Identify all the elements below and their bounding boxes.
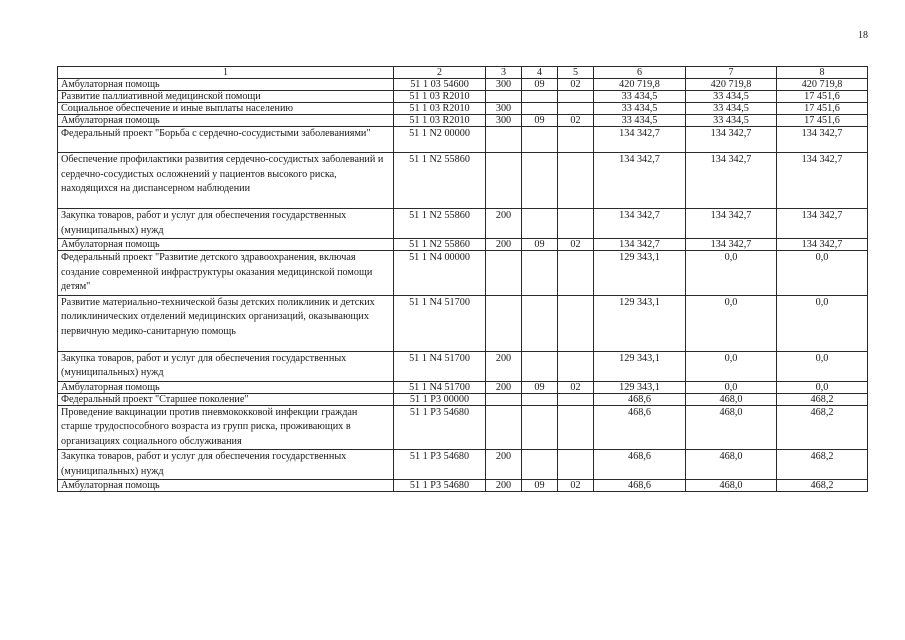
row-code: 51 1 P3 54680 — [394, 450, 486, 480]
row-amount-2: 33 434,5 — [686, 91, 777, 103]
row-amount-3: 0,0 — [777, 351, 868, 381]
row-amount-1: 134 342,7 — [594, 153, 686, 209]
table-row — [58, 295, 868, 351]
row-amount-2: 134 342,7 — [686, 127, 777, 153]
row-expense-type: 200 — [486, 351, 522, 381]
row-code: 51 1 P3 00000 — [394, 393, 486, 405]
budget-table — [57, 66, 868, 492]
row-subsection — [558, 450, 594, 480]
row-name: Амбулаторная помощь — [58, 115, 394, 127]
row-amount-2: 134 342,7 — [686, 153, 777, 209]
table-row — [58, 480, 868, 492]
row-subsection: 02 — [558, 381, 594, 393]
row-expense-type: 300 — [486, 103, 522, 115]
table-row — [58, 450, 868, 480]
row-expense-type — [486, 295, 522, 351]
row-amount-2: 0,0 — [686, 295, 777, 351]
row-subsection — [558, 153, 594, 209]
table-row — [58, 251, 868, 296]
row-amount-1: 33 434,5 — [594, 91, 686, 103]
table-row — [58, 209, 868, 239]
row-amount-1: 420 719,8 — [594, 79, 686, 91]
table-row — [58, 239, 868, 251]
row-section — [522, 127, 558, 153]
table-row — [58, 393, 868, 405]
row-section: 09 — [522, 239, 558, 251]
row-expense-type — [486, 127, 522, 153]
row-amount-1: 33 434,5 — [594, 103, 686, 115]
row-name: Развитие паллиативной медицинской помощи — [58, 91, 394, 103]
row-name: Закупка товаров, работ и услуг для обеспечения государственных (муниципальных) нужд — [58, 351, 394, 381]
row-section — [522, 295, 558, 351]
header-cell: 1 — [58, 67, 394, 79]
header-cell: 4 — [522, 67, 558, 79]
row-amount-3: 468,2 — [777, 393, 868, 405]
row-name: Амбулаторная помощь — [58, 480, 394, 492]
header-cell: 8 — [777, 67, 868, 79]
table-row — [58, 351, 868, 381]
row-subsection: 02 — [558, 115, 594, 127]
row-expense-type: 200 — [486, 209, 522, 239]
row-expense-type: 200 — [486, 480, 522, 492]
row-subsection — [558, 351, 594, 381]
row-amount-2: 0,0 — [686, 251, 777, 296]
row-code: 51 1 N2 55860 — [394, 239, 486, 251]
table-row — [58, 79, 868, 91]
row-amount-1: 134 342,7 — [594, 209, 686, 239]
header-cell: 7 — [686, 67, 777, 79]
row-section: 09 — [522, 79, 558, 91]
row-code: 51 1 N4 51700 — [394, 351, 486, 381]
row-expense-type — [486, 393, 522, 405]
row-name: Социальное обеспечение и иные выплаты населению — [58, 103, 394, 115]
row-name: Амбулаторная помощь — [58, 239, 394, 251]
row-section: 09 — [522, 381, 558, 393]
table-row — [58, 103, 868, 115]
row-code: 51 1 P3 54680 — [394, 480, 486, 492]
row-section: 09 — [522, 115, 558, 127]
page-number: 18 — [858, 30, 868, 41]
row-amount-1: 468,6 — [594, 393, 686, 405]
header-cell: 3 — [486, 67, 522, 79]
row-subsection — [558, 209, 594, 239]
row-section — [522, 91, 558, 103]
row-name: Федеральный проект "Развитие детского здравоохранения, включая создание современной инфраструктуры оказания медицинской помощи детям" — [58, 251, 394, 296]
row-code: 51 1 N4 51700 — [394, 295, 486, 351]
table-row — [58, 381, 868, 393]
row-amount-3: 468,2 — [777, 480, 868, 492]
row-amount-3: 17 451,6 — [777, 91, 868, 103]
row-amount-1: 33 434,5 — [594, 115, 686, 127]
row-amount-1: 468,6 — [594, 450, 686, 480]
table-row — [58, 127, 868, 153]
table-body — [58, 79, 868, 492]
row-amount-2: 134 342,7 — [686, 209, 777, 239]
row-name: Развитие материально-технической базы детских поликлиник и детских поликлинических отделений медицинских организаций, оказывающих первичную медико-санитарную помощь — [58, 295, 394, 351]
row-amount-3: 134 342,7 — [777, 209, 868, 239]
row-code: 51 1 N2 00000 — [394, 127, 486, 153]
row-code: 51 1 03 R2010 — [394, 91, 486, 103]
row-amount-2: 33 434,5 — [686, 103, 777, 115]
row-amount-2: 420 719,8 — [686, 79, 777, 91]
row-code: 51 1 03 R2010 — [394, 115, 486, 127]
row-name: Амбулаторная помощь — [58, 381, 394, 393]
row-amount-3: 134 342,7 — [777, 239, 868, 251]
row-amount-1: 129 343,1 — [594, 251, 686, 296]
header-cell: 2 — [394, 67, 486, 79]
row-amount-3: 134 342,7 — [777, 153, 868, 209]
header-cell: 6 — [594, 67, 686, 79]
row-amount-1: 134 342,7 — [594, 239, 686, 251]
row-code: 51 1 N4 51700 — [394, 381, 486, 393]
row-expense-type — [486, 405, 522, 450]
row-name: Проведение вакцинации против пневмококковой инфекции граждан старше трудоспособного возраста из групп риска, проживающих в организациях социального обслуживания — [58, 405, 394, 450]
row-code: 51 1 N2 55860 — [394, 153, 486, 209]
row-amount-2: 0,0 — [686, 351, 777, 381]
row-amount-2: 134 342,7 — [686, 239, 777, 251]
row-section — [522, 153, 558, 209]
row-name: Закупка товаров, работ и услуг для обеспечения государственных (муниципальных) нужд — [58, 450, 394, 480]
row-name: Обеспечение профилактики развития сердечно-сосудистых заболеваний и сердечно-сосудистых осложнений у пациентов высокого риска, находящихся на диспансерном наблюдении — [58, 153, 394, 209]
row-expense-type: 200 — [486, 381, 522, 393]
row-name: Федеральный проект "Борьба с сердечно-сосудистыми заболеваниями" — [58, 127, 394, 153]
row-expense-type — [486, 91, 522, 103]
row-amount-3: 17 451,6 — [777, 115, 868, 127]
row-subsection — [558, 127, 594, 153]
row-section — [522, 450, 558, 480]
row-amount-2: 0,0 — [686, 381, 777, 393]
row-amount-1: 134 342,7 — [594, 127, 686, 153]
row-amount-3: 0,0 — [777, 381, 868, 393]
row-section: 09 — [522, 480, 558, 492]
table-row — [58, 91, 868, 103]
row-code: 51 1 N2 55860 — [394, 209, 486, 239]
row-code: 51 1 03 R2010 — [394, 103, 486, 115]
row-name: Амбулаторная помощь — [58, 79, 394, 91]
row-section — [522, 103, 558, 115]
row-section — [522, 405, 558, 450]
row-amount-1: 129 343,1 — [594, 351, 686, 381]
row-subsection — [558, 251, 594, 296]
row-name: Закупка товаров, работ и услуг для обеспечения государственных (муниципальных) нужд — [58, 209, 394, 239]
row-expense-type: 300 — [486, 115, 522, 127]
row-subsection: 02 — [558, 480, 594, 492]
row-name: Федеральный проект "Старшее поколение" — [58, 393, 394, 405]
row-amount-2: 33 434,5 — [686, 115, 777, 127]
row-section — [522, 251, 558, 296]
row-expense-type: 200 — [486, 239, 522, 251]
row-section — [522, 209, 558, 239]
row-amount-3: 134 342,7 — [777, 127, 868, 153]
row-amount-1: 468,6 — [594, 405, 686, 450]
row-amount-3: 468,2 — [777, 450, 868, 480]
row-subsection — [558, 405, 594, 450]
row-amount-3: 0,0 — [777, 251, 868, 296]
row-amount-3: 17 451,6 — [777, 103, 868, 115]
row-amount-1: 129 343,1 — [594, 381, 686, 393]
row-subsection — [558, 91, 594, 103]
row-subsection — [558, 103, 594, 115]
row-amount-2: 468,0 — [686, 393, 777, 405]
row-subsection: 02 — [558, 79, 594, 91]
table-row — [58, 153, 868, 209]
row-amount-2: 468,0 — [686, 405, 777, 450]
row-amount-2: 468,0 — [686, 480, 777, 492]
row-subsection — [558, 393, 594, 405]
table-row — [58, 405, 868, 450]
row-amount-2: 468,0 — [686, 450, 777, 480]
row-amount-1: 468,6 — [594, 480, 686, 492]
header-cell: 5 — [558, 67, 594, 79]
row-expense-type — [486, 251, 522, 296]
row-section — [522, 351, 558, 381]
row-code: 51 1 P3 54680 — [394, 405, 486, 450]
row-expense-type: 300 — [486, 79, 522, 91]
row-subsection — [558, 295, 594, 351]
row-section — [522, 393, 558, 405]
table-row — [58, 115, 868, 127]
row-amount-3: 468,2 — [777, 405, 868, 450]
row-subsection: 02 — [558, 239, 594, 251]
row-amount-1: 129 343,1 — [594, 295, 686, 351]
row-amount-3: 0,0 — [777, 295, 868, 351]
row-expense-type — [486, 153, 522, 209]
row-code: 51 1 N4 00000 — [394, 251, 486, 296]
header-row — [58, 67, 868, 79]
row-expense-type: 200 — [486, 450, 522, 480]
row-amount-3: 420 719,8 — [777, 79, 868, 91]
row-code: 51 1 03 54600 — [394, 79, 486, 91]
